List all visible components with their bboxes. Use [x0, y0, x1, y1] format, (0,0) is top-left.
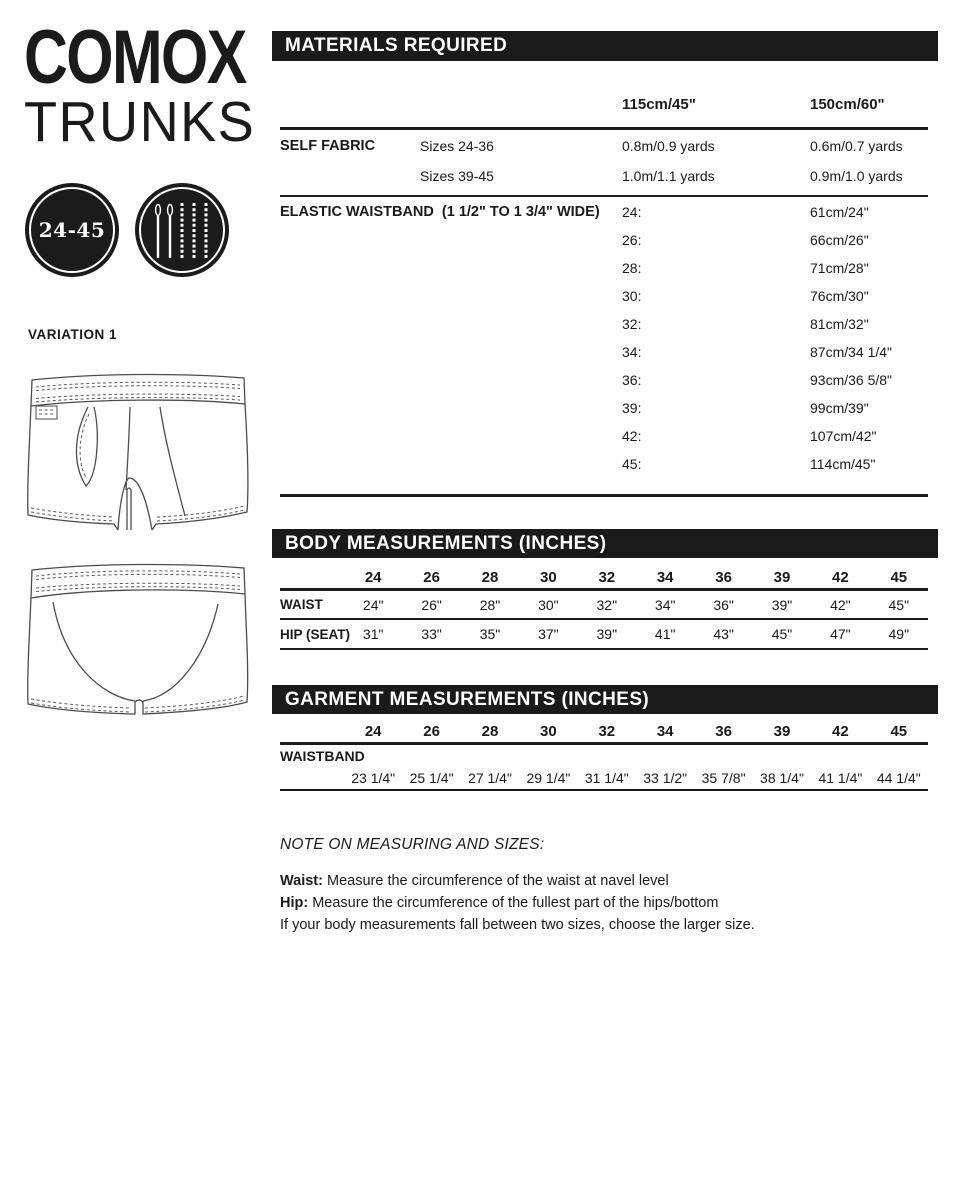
- garment-measurements-header-bar: [272, 685, 938, 714]
- size-range-label: 24-45: [38, 218, 106, 242]
- size-cell: 36: [715, 722, 732, 740]
- value-cell: 35": [479, 626, 501, 642]
- size-cell: 30: [540, 722, 557, 740]
- elastic-size: 24:: [622, 204, 642, 220]
- value-cell: 47": [830, 626, 851, 642]
- elastic-size: 28:: [622, 260, 642, 276]
- value-cell: 41 1/4": [818, 770, 863, 786]
- self-fabric-115: 0.8m/0.9 yards: [622, 138, 715, 154]
- elastic-size: 26:: [622, 232, 642, 248]
- notes-block: [280, 870, 755, 936]
- elastic-length: 107cm/42": [810, 428, 877, 444]
- elastic-length: 81cm/32": [810, 316, 869, 332]
- value-cell: 37": [538, 626, 559, 642]
- self-fabric-115: 1.0m/1.1 yards: [622, 168, 715, 184]
- note-line: Hip: Measure the circumference of the fullest part of the hips/bottom: [280, 895, 719, 911]
- value-cell: 35 7/8": [701, 770, 746, 786]
- width-column-150: 150cm/60": [810, 96, 885, 113]
- value-cell: 29 1/4": [526, 770, 571, 786]
- body-measurements-header-label: BODY MEASUREMENTS (INCHES): [285, 532, 607, 554]
- elastic-size: 30:: [622, 288, 642, 304]
- body-measurements-table: [280, 566, 928, 650]
- value-cell: 24": [362, 596, 384, 613]
- divider: [280, 127, 928, 130]
- self-fabric-label: SELF FABRIC: [280, 138, 376, 154]
- value-cell: 49": [888, 626, 910, 642]
- size-cell: 26: [423, 722, 440, 740]
- value-cell: 41": [654, 626, 676, 642]
- notes-heading: NOTE ON MEASURING AND SIZES:: [280, 836, 545, 853]
- value-cell: 30": [538, 596, 559, 613]
- size-cell: 45: [890, 722, 908, 740]
- size-cell: 39: [773, 568, 791, 586]
- size-cell: 32: [598, 722, 616, 740]
- size-cell: 24: [364, 722, 382, 740]
- size-header-row: [280, 566, 928, 591]
- row-label: WAIST: [280, 597, 323, 612]
- row-label: WAISTBAND: [280, 748, 365, 764]
- value-cell: 43": [713, 626, 734, 642]
- needles-icon: [151, 198, 213, 262]
- elastic-size: 36:: [622, 372, 642, 388]
- size-cell: 42: [832, 722, 849, 740]
- front-view-drawing: [26, 366, 250, 534]
- elastic-size: 34:: [622, 344, 642, 360]
- value-cell: 31 1/4": [584, 770, 629, 786]
- elastic-length: 66cm/26": [810, 232, 869, 248]
- value-cell: 45": [888, 596, 910, 613]
- elastic-length: 76cm/30": [810, 288, 869, 304]
- elastic-length: 93cm/36 5/8": [810, 372, 893, 388]
- value-cell: 34": [654, 596, 676, 613]
- size-cell: 26: [423, 568, 440, 586]
- size-cell: 34: [656, 722, 674, 740]
- size-cell: 32: [598, 568, 616, 586]
- brand-title: COMOX: [24, 15, 246, 100]
- value-cell: 27 1/4": [468, 770, 512, 786]
- self-fabric-150: 0.9m/1.0 yards: [810, 168, 903, 184]
- elastic-label: ELASTIC WAISTBAND (1 1/2" TO 1 3/4" WIDE): [280, 204, 600, 220]
- value-cell: 36": [713, 596, 734, 613]
- elastic-length: 61cm/24": [810, 204, 869, 220]
- value-cell: 31": [362, 626, 384, 642]
- value-cell: 45": [771, 626, 793, 642]
- value-cell: 32": [596, 596, 618, 613]
- divider: [280, 195, 928, 197]
- size-cell: 24: [364, 568, 382, 586]
- garment-measurements-table: [280, 720, 928, 791]
- elastic-length: 99cm/39": [810, 400, 869, 416]
- note-line: Waist: Measure the circumference of the waist at navel level: [280, 873, 669, 889]
- waistband-values-row: [280, 767, 928, 791]
- value-cell: 25 1/4": [409, 770, 454, 786]
- divider: [280, 494, 928, 497]
- elastic-size: 42:: [622, 428, 642, 444]
- self-fabric-sizes: Sizes 39-45: [420, 168, 494, 184]
- waistband-label-row: [280, 745, 928, 767]
- size-cell: 28: [481, 568, 499, 586]
- size-cell: 39: [773, 722, 791, 740]
- value-cell: 42": [830, 596, 851, 613]
- hip-row: [280, 620, 928, 650]
- brand-subtitle: TRUNKS: [24, 90, 256, 154]
- value-cell: 33 1/2": [643, 770, 688, 786]
- body-measurements-header-bar: [272, 529, 938, 558]
- elastic-length: 87cm/34 1/4": [810, 344, 893, 360]
- value-cell: 38 1/4": [760, 770, 804, 786]
- variation-label: VARIATION 1: [28, 327, 118, 342]
- size-cell: 36: [715, 568, 732, 586]
- elastic-size: 32:: [622, 316, 642, 332]
- self-fabric-sizes: Sizes 24-36: [420, 138, 494, 154]
- materials-header-bar: [272, 31, 938, 61]
- width-column-115: 115cm/45": [622, 96, 696, 113]
- garment-measurements-header-label: GARMENT MEASUREMENTS (INCHES): [285, 688, 650, 710]
- elastic-size: 39:: [622, 400, 642, 416]
- materials-header-label: MATERIALS REQUIRED: [285, 35, 508, 56]
- elastic-size: 45:: [622, 456, 642, 472]
- size-cell: 30: [540, 568, 557, 586]
- value-cell: 26": [421, 596, 442, 613]
- value-cell: 33": [421, 626, 442, 642]
- self-fabric-150: 0.6m/0.7 yards: [810, 138, 903, 154]
- row-label: HIP (SEAT): [280, 626, 351, 642]
- elastic-length: 71cm/28": [810, 260, 869, 276]
- size-cell: 42: [832, 568, 849, 586]
- size-range-badge: [25, 183, 119, 277]
- size-header-row: [280, 720, 928, 745]
- value-cell: 39": [596, 626, 618, 642]
- value-cell: 28": [479, 596, 501, 613]
- needles-badge: [135, 183, 229, 277]
- size-cell: 34: [656, 568, 674, 586]
- note-line: If your body measurements fall between two sizes, choose the larger size.: [280, 917, 755, 933]
- back-view-drawing: [26, 558, 250, 730]
- size-cell: 28: [481, 722, 499, 740]
- size-cell: 45: [890, 568, 908, 586]
- value-cell: 23 1/4": [351, 770, 396, 786]
- value-cell: 39": [771, 596, 793, 613]
- value-cell: 44 1/4": [876, 770, 921, 786]
- elastic-length: 114cm/45": [810, 456, 876, 472]
- waist-row: [280, 591, 928, 620]
